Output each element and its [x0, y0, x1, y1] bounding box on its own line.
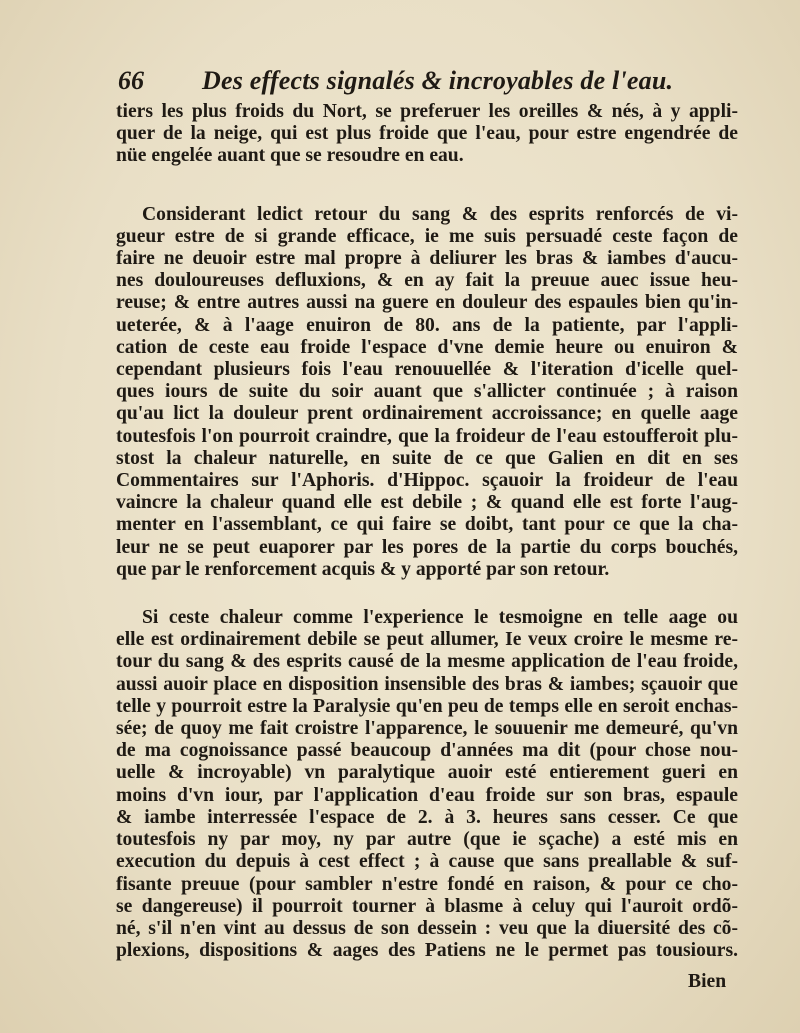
- text-line: leur ne se peut euaporer par les pores de la partie du corps bouchés,: [116, 536, 738, 558]
- paragraph-3: [116, 607, 738, 962]
- text-line: ques iours de suite du soir auant que s'allicter continuée ; à raison: [116, 381, 738, 403]
- text-line: Si ceste chaleur comme l'experience le tesmoigne en telle aage ou: [142, 607, 738, 629]
- text-line: nüe engelée auant que se resoudre en eau.: [116, 145, 464, 167]
- page-number: 66: [118, 66, 144, 95]
- text-line: cependant plusieurs fois l'eau renouuellée & l'iteration d'icelle quel-: [116, 359, 738, 381]
- text-line: ueterée, & à l'aage enuiron de 80. ans de la patiente, par l'appli-: [116, 314, 738, 336]
- running-title: Des effects signalés & incroyables de l'eau.: [202, 66, 674, 95]
- text-line: stost la chaleur naturelle, en suite de ce que Galien en dit en ses: [116, 447, 738, 469]
- text-line: nes douloureuses defluxions, & en ay fait la preuue auec issue heu-: [116, 270, 738, 292]
- text-line: gueur estre de si grande efficace, ie me suis persuadé ceste façon de: [116, 225, 738, 247]
- catchword: Bien: [688, 971, 727, 992]
- paragraph-1: [116, 101, 738, 168]
- text-line: cation de ceste eau froide l'espace d'vne demie heure ou enuiron &: [116, 336, 738, 358]
- text-line: tour du sang & des esprits causé de la mesme application de l'eau froide,: [116, 651, 738, 673]
- text-line: qu'au lict la douleur prent ordinairement accroissance; en quelle aage: [116, 403, 738, 425]
- text-line: menter en l'assemblant, ce qui faire se doibt, tant pour ce que la cha-: [116, 514, 738, 536]
- running-head: [118, 66, 738, 100]
- text-line: tiers les plus froids du Nort, se preferuer les oreilles & nés, à y appli-: [116, 101, 738, 122]
- text-line: faire ne deuoir estre mal propre à deliurer les bras & iambes d'aucu-: [116, 248, 738, 270]
- text-line: sée; de quoy me fait croistre l'apparence, le souuenir me demeuré, qu'vn: [116, 718, 738, 740]
- paragraph-gap: [116, 581, 738, 607]
- paragraph-gap: [116, 168, 738, 204]
- text-line: toutesfois ny par moy, ny par autre (que ie sçache) a esté mis en: [116, 829, 738, 851]
- text-line: telle y pourroit estre la Paralysie qu'en peu de temps elle en seroit enchas-: [116, 695, 738, 717]
- body-text: [116, 101, 738, 962]
- text-line: Commentaires sur l'Aphoris. d'Hippoc. sçauoir la froideur de l'eau: [116, 470, 738, 492]
- text-line: plexions, dispositions & aages des Patiens ne le permet pas tousiours.: [116, 940, 738, 962]
- text-line: & iambe interressée l'espace de 2. à 3. heures sans cesser. Ce que: [116, 806, 738, 828]
- text-line: aussi auoir place en disposition insensible des bras & iambes; sçauoir que: [116, 673, 738, 695]
- text-line: Considerant ledict retour du sang & des esprits renforcés de vi-: [142, 203, 738, 225]
- text-line: elle est ordinairement debile se peut allumer, Ie veux croire le mesme re-: [116, 629, 738, 651]
- text-line: fisante preuue (pour sambler n'estre fondé en raison, & pour ce cho-: [116, 873, 738, 895]
- text-line: uelle & incroyable) vn paralytique auoir esté entierement gueri en: [116, 762, 738, 784]
- text-line: né, s'il n'en vint au dessus de son dessein : veu que la diuersité des cõ-: [116, 917, 738, 939]
- paragraph-2: [116, 204, 738, 581]
- text-line: se dangereuse) il pourroit tourner à blasme à celuy qui l'auroit ordõ-: [116, 895, 738, 917]
- text-line: de ma cognoissance passé beaucoup d'années ma dit (pour chose nou-: [116, 740, 738, 762]
- text-line: que par le renforcement acquis & y apporté par son retour.: [116, 558, 610, 580]
- text-line: reuse; & entre autres aussi na guere en douleur des espaules bien qu'in-: [116, 292, 738, 314]
- text-line: execution du depuis à cest effect ; à cause que sans preallable & suf-: [116, 851, 738, 873]
- text-line: vaincre la chaleur quand elle est debile ; & quand elle est forte l'aug-: [116, 492, 738, 514]
- text-line: quer de la neige, qui est plus froide que l'eau, pour estre engendrée de: [116, 123, 738, 145]
- text-line: moins d'vn iour, par l'application d'eau froide sur son bras, espaule: [116, 784, 738, 806]
- text-line: toutesfois l'on pourroit craindre, que la froideur de l'eau estoufferoit plu-: [116, 425, 738, 447]
